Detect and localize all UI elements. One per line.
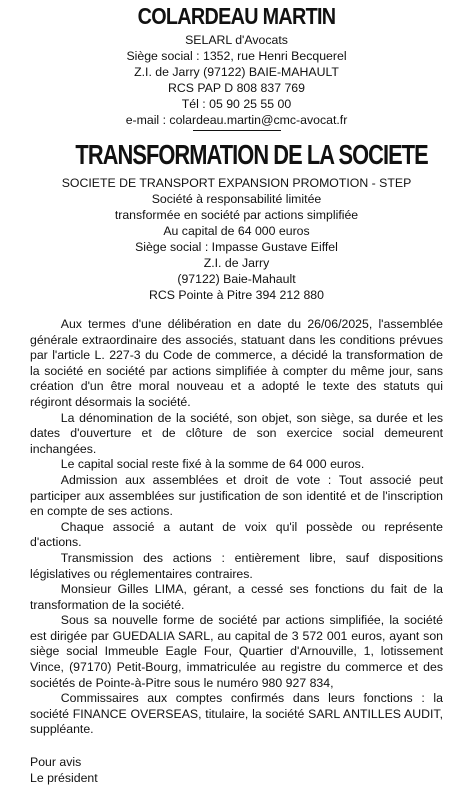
paragraph-denomination [30, 411, 443, 458]
company-details [30, 175, 443, 303]
firm-address: Siège social : 1352, rue Henri Becquerel [126, 49, 347, 63]
paragraph-direction [30, 613, 443, 691]
paragraph-auditors [30, 691, 443, 738]
paragraph-text: Le capital social reste fixé à la somme de 64 000 euros. [60, 457, 365, 472]
legal-notice [0, 3, 473, 786]
company-capital: Au capital de 64 000 euros [163, 224, 310, 238]
paragraph-deliberation [30, 317, 443, 411]
paragraph-text: Transmission des actions : entièrement libre, sauf dispositions législatives ou réglementaires contraires. [30, 550, 443, 581]
paragraph-transmission [30, 551, 443, 582]
company-form: Société à responsabilité limitée [151, 192, 322, 206]
paragraph-text: Commissaires aux comptes confirmés dans leurs fonctions : la société FINANCE OVERSEAS, titulaire, la société SARL ANTILLES AUDIT, suppléante. [30, 691, 443, 737]
paragraph-text: Chaque associé a autant de voix qu'il possède ou représente d'actions. [30, 519, 443, 550]
company-address: Siège social : Impasse Gustave Eiffel [135, 240, 338, 254]
signoff [30, 754, 443, 786]
separator-rule [193, 130, 281, 131]
firm-phone: Tél : 05 90 25 55 00 [181, 97, 292, 111]
notice-body [30, 317, 443, 738]
paragraph-text: La dénomination de la société, son objet, son siège, sa durée et les dates d'ouverture et de clôture de son exercice social demeurent inchangées. [30, 410, 443, 456]
company-zone: Z.I. de Jarry [203, 256, 270, 270]
paragraph-text: Monsieur Gilles LIMA, gérant, a cessé ses fonctions du fait de la transformation de la société. [30, 582, 443, 612]
paragraph-manager [30, 582, 443, 613]
signoff-pour-avis: Pour avis [30, 755, 82, 770]
company-transformed: transformée en société par actions simplifiée [114, 208, 359, 222]
firm-name: COLARDEAU MARTIN [137, 3, 336, 29]
company-city: (97122) Baie-Mahault [177, 272, 296, 286]
company-rcs: RCS Pointe à Pitre 394 212 880 [148, 288, 324, 302]
firm-details [30, 32, 443, 128]
firm-rcs: RCS PAP D 808 837 769 [168, 81, 305, 95]
paragraph-votes [30, 520, 443, 551]
paragraph-text: Aux termes d'une délibération en date du 26/06/2025, l'assemblée générale extraordinaire des associés, statuant dans les conditions prévues par l'article L. 227-3 du Code de commerce, a décidé la transformation de la société en société par actions simplifiée à compter du même jour, sans création d'un être moral nouveau et a adopté le texte des statuts qui régiront désormais la société. [30, 317, 443, 409]
firm-email: e-mail : colardeau.martin@cmc-avocat.fr [125, 113, 348, 127]
company-name: SOCIETE DE TRANSPORT EXPANSION PROMOTION - STEP [61, 176, 412, 190]
paragraph-admission [30, 473, 443, 520]
firm-city: Z.I. de Jarry (97122) BAIE-MAHAULT [134, 65, 339, 79]
notice-title: TRANSFORMATION DE LA SOCIETE [75, 139, 428, 170]
firm-type: SELARL d'Avocats [185, 33, 288, 47]
paragraph-text: Admission aux assemblées et droit de vote : Tout associé peut participer aux assemblées sur justification de son identité et de l'inscription en compte de ses actions. [30, 472, 443, 519]
paragraph-text: Sous sa nouvelle forme de société par actions simplifiée, la société est dirigée par GUEDALIA SARL, au capital de 3 572 001 euros, ayant son siège social Immeuble Eagle Four, Quartier d'Arnouville, 1, lotissement Vince, (97170) Petit-Bourg, immatriculée au registre du commerce et des sociétés de Pointe-à-Pitre sous le numéro 980 927 834, [30, 613, 443, 690]
signoff-signatory: Le président [30, 771, 98, 786]
paragraph-capital [30, 457, 443, 473]
